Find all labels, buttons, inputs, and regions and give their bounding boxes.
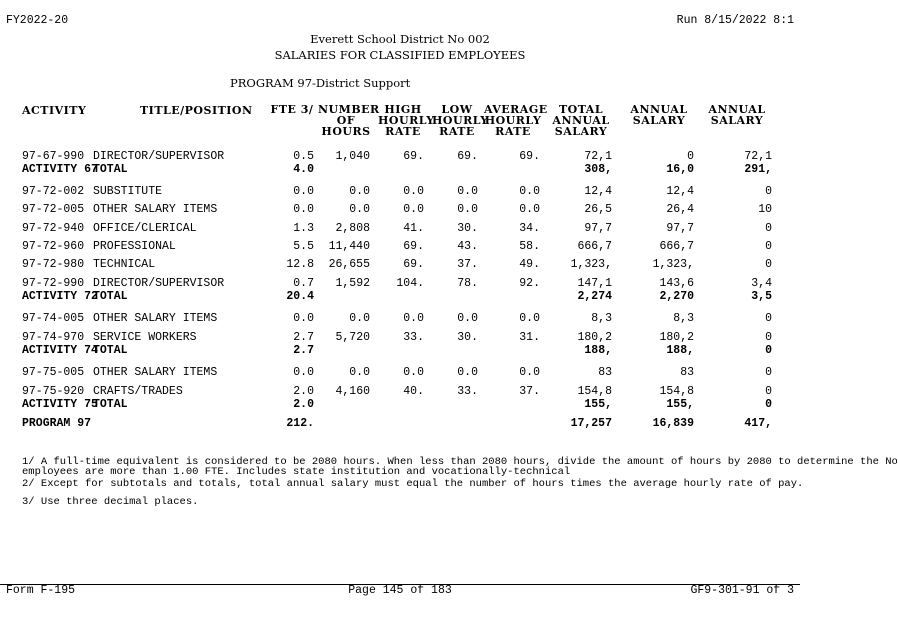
position-title: DIRECTOR/SUPERVISOR	[93, 277, 225, 290]
annual-salary-1: 8,3	[673, 312, 694, 325]
hours-value: 0.0	[349, 203, 370, 216]
hours-value: 11,440	[328, 240, 370, 253]
activity-code: ACTIVITY 72	[22, 290, 98, 303]
district-name: Everett School District No 002	[310, 32, 490, 46]
annual-salary-1: 16,839	[652, 417, 694, 430]
footnote-1-cont: employees are more than 1.00 FTE. Includes state institution and vocationally-technical	[22, 466, 571, 478]
footnote-1: 1/ A full-time equivalent is considered to be 2080 hours. When less than 2080 hours, divide the amount of hours by 2080 to determine the No	[22, 456, 898, 468]
hours-value: 4,160	[335, 385, 370, 398]
annual-salary-1: 1,323,	[652, 258, 694, 271]
annual-salary-2: 0	[765, 398, 772, 411]
annual-salary-2: 72,1	[744, 150, 772, 163]
total-salary: 72,1	[584, 150, 612, 163]
fte-value: 0.5	[293, 150, 314, 163]
total-salary: 188,	[584, 344, 612, 357]
hours-value: 0.0	[349, 312, 370, 325]
annual-salary-1: 155,	[666, 398, 694, 411]
annual-salary-1: 26,4	[666, 203, 694, 216]
position-title: TOTAL	[93, 163, 128, 176]
total-salary: 308,	[584, 163, 612, 176]
annual-salary-1: 154,8	[659, 385, 694, 398]
footnote-2: 2/ Except for subtotals and totals, total annual salary must equal the number of hours times the average hourly rate of pay.	[22, 478, 804, 490]
col-annual-2: ANNUAL SALARY	[708, 103, 766, 127]
fte-value: 2.7	[293, 331, 314, 344]
fte-value: 12.8	[286, 258, 314, 271]
fte-value: 20.4	[286, 290, 314, 303]
form-code: GF9-301-91 of 3	[690, 584, 794, 597]
high-rate: 69.	[403, 150, 424, 163]
col-low: LOW HOURLY RATE	[432, 103, 489, 138]
activity-code: ACTIVITY 67	[22, 163, 98, 176]
activity-code: 97-67-990	[22, 150, 85, 163]
fiscal-year: FY2022-20	[6, 14, 69, 27]
low-rate: 69.	[457, 150, 478, 163]
high-rate: 69.	[403, 240, 424, 253]
avg-rate: 49.	[519, 258, 540, 271]
total-salary: 8,3	[591, 312, 612, 325]
footnote-3: 3/ Use three decimal places.	[22, 496, 199, 508]
annual-salary-1: 188,	[666, 344, 694, 357]
hours-value: 5,720	[335, 331, 370, 344]
total-salary: 154,8	[577, 385, 612, 398]
annual-salary-1: 12,4	[666, 185, 694, 198]
high-rate: 0.0	[403, 203, 424, 216]
annual-salary-2: 417,	[744, 417, 772, 430]
high-rate: 0.0	[403, 312, 424, 325]
avg-rate: 37.	[519, 385, 540, 398]
activity-code: ACTIVITY 75	[22, 398, 98, 411]
annual-salary-2: 0	[765, 240, 772, 253]
avg-rate: 0.0	[519, 203, 540, 216]
position-title: OTHER SALARY ITEMS	[93, 366, 218, 379]
hours-value: 26,655	[328, 258, 370, 271]
activity-code: PROGRAM 97	[22, 417, 92, 430]
high-rate: 0.0	[403, 366, 424, 379]
col-title: TITLE/POSITION	[140, 104, 253, 117]
col-annual-1: ANNUAL SALARY	[630, 103, 688, 127]
annual-salary-1: 180,2	[659, 331, 694, 344]
fte-value: 0.0	[293, 312, 314, 325]
activity-code: 97-75-005	[22, 366, 85, 379]
low-rate: 33.	[457, 385, 478, 398]
total-salary: 666,7	[577, 240, 612, 253]
high-rate: 0.0	[403, 185, 424, 198]
low-rate: 78.	[457, 277, 478, 290]
col-fte: FTE 3/	[270, 103, 314, 116]
fte-value: 212.	[286, 417, 314, 430]
avg-rate: 69.	[519, 150, 540, 163]
annual-salary-1: 97,7	[666, 222, 694, 235]
position-title: OTHER SALARY ITEMS	[93, 312, 218, 325]
avg-rate: 92.	[519, 277, 540, 290]
activity-code: 97-72-940	[22, 222, 85, 235]
total-salary: 12,4	[584, 185, 612, 198]
annual-salary-1: 83	[680, 366, 694, 379]
annual-salary-2: 0	[765, 258, 772, 271]
high-rate: 69.	[403, 258, 424, 271]
position-title: TOTAL	[93, 290, 128, 303]
low-rate: 0.0	[457, 366, 478, 379]
col-total: TOTAL ANNUAL SALARY	[552, 103, 610, 138]
annual-salary-1: 16,0	[666, 163, 694, 176]
total-salary: 2,274	[577, 290, 612, 303]
fte-value: 2.0	[293, 398, 314, 411]
total-salary: 155,	[584, 398, 612, 411]
annual-salary-1: 143,6	[659, 277, 694, 290]
total-salary: 180,2	[577, 331, 612, 344]
fte-value: 4.0	[293, 163, 314, 176]
annual-salary-2: 3,5	[751, 290, 772, 303]
annual-salary-2: 0	[765, 344, 772, 357]
activity-code: 97-72-005	[22, 203, 85, 216]
position-title: SUBSTITUTE	[93, 185, 163, 198]
activity-code: 97-72-980	[22, 258, 85, 271]
fte-value: 0.0	[293, 203, 314, 216]
avg-rate: 0.0	[519, 366, 540, 379]
position-title: TECHNICAL	[93, 258, 156, 271]
fte-value: 2.7	[293, 344, 314, 357]
col-high: HIGH HOURLY RATE	[378, 103, 435, 138]
activity-code: 97-75-920	[22, 385, 85, 398]
position-title: TOTAL	[93, 344, 128, 357]
annual-salary-2: 0	[765, 185, 772, 198]
low-rate: 0.0	[457, 203, 478, 216]
col-hours: NUMBER OF HOURS	[318, 103, 380, 138]
avg-rate: 31.	[519, 331, 540, 344]
avg-rate: 0.0	[519, 312, 540, 325]
high-rate: 33.	[403, 331, 424, 344]
annual-salary-2: 3,4	[751, 277, 772, 290]
activity-code: 97-72-960	[22, 240, 85, 253]
run-date: Run 8/15/2022 8:1	[676, 14, 794, 27]
hours-value: 0.0	[349, 185, 370, 198]
total-salary: 97,7	[584, 222, 612, 235]
annual-salary-2: 0	[765, 385, 772, 398]
high-rate: 104.	[396, 277, 424, 290]
activity-code: 97-74-970	[22, 331, 85, 344]
report-title: SALARIES FOR CLASSIFIED EMPLOYEES	[274, 48, 526, 62]
avg-rate: 34.	[519, 222, 540, 235]
avg-rate: 58.	[519, 240, 540, 253]
activity-code: 97-74-005	[22, 312, 85, 325]
annual-salary-2: 0	[765, 222, 772, 235]
annual-salary-2: 0	[765, 312, 772, 325]
total-salary: 147,1	[577, 277, 612, 290]
position-title: DIRECTOR/SUPERVISOR	[93, 150, 225, 163]
fte-value: 0.0	[293, 366, 314, 379]
position-title: OTHER SALARY ITEMS	[93, 203, 218, 216]
page-number: Page 145 of 183	[348, 584, 452, 597]
low-rate: 0.0	[457, 185, 478, 198]
annual-salary-1: 0	[687, 150, 694, 163]
hours-value: 0.0	[349, 366, 370, 379]
position-title: CRAFTS/TRADES	[93, 385, 183, 398]
total-salary: 1,323,	[570, 258, 612, 271]
high-rate: 41.	[403, 222, 424, 235]
position-title: PROFESSIONAL	[93, 240, 176, 253]
low-rate: 30.	[457, 331, 478, 344]
fte-value: 0.7	[293, 277, 314, 290]
annual-salary-2: 0	[765, 366, 772, 379]
fte-value: 0.0	[293, 185, 314, 198]
col-avg: AVERAGE HOURLY RATE	[484, 103, 548, 138]
hours-value: 2,808	[335, 222, 370, 235]
activity-code: ACTIVITY 74	[22, 344, 98, 357]
fte-value: 5.5	[293, 240, 314, 253]
col-activity: ACTIVITY	[22, 104, 87, 117]
annual-salary-2: 0	[765, 331, 772, 344]
annual-salary-1: 2,270	[659, 290, 694, 303]
low-rate: 37.	[457, 258, 478, 271]
total-salary: 83	[598, 366, 612, 379]
annual-salary-2: 291,	[744, 163, 772, 176]
fte-value: 2.0	[293, 385, 314, 398]
low-rate: 30.	[457, 222, 478, 235]
total-salary: 26,5	[584, 203, 612, 216]
form-number: Form F-195	[6, 584, 76, 597]
annual-salary-1: 666,7	[659, 240, 694, 253]
activity-code: 97-72-002	[22, 185, 85, 198]
hours-value: 1,592	[335, 277, 370, 290]
position-title: TOTAL	[93, 398, 128, 411]
low-rate: 43.	[457, 240, 478, 253]
position-title: SERVICE WORKERS	[93, 331, 197, 344]
program-title: PROGRAM 97-District Support	[230, 76, 411, 90]
hours-value: 1,040	[335, 150, 370, 163]
fte-value: 1.3	[293, 222, 314, 235]
position-title: OFFICE/CLERICAL	[93, 222, 197, 235]
low-rate: 0.0	[457, 312, 478, 325]
avg-rate: 0.0	[519, 185, 540, 198]
activity-code: 97-72-990	[22, 277, 85, 290]
annual-salary-2: 10	[758, 203, 772, 216]
high-rate: 40.	[403, 385, 424, 398]
total-salary: 17,257	[570, 417, 612, 430]
